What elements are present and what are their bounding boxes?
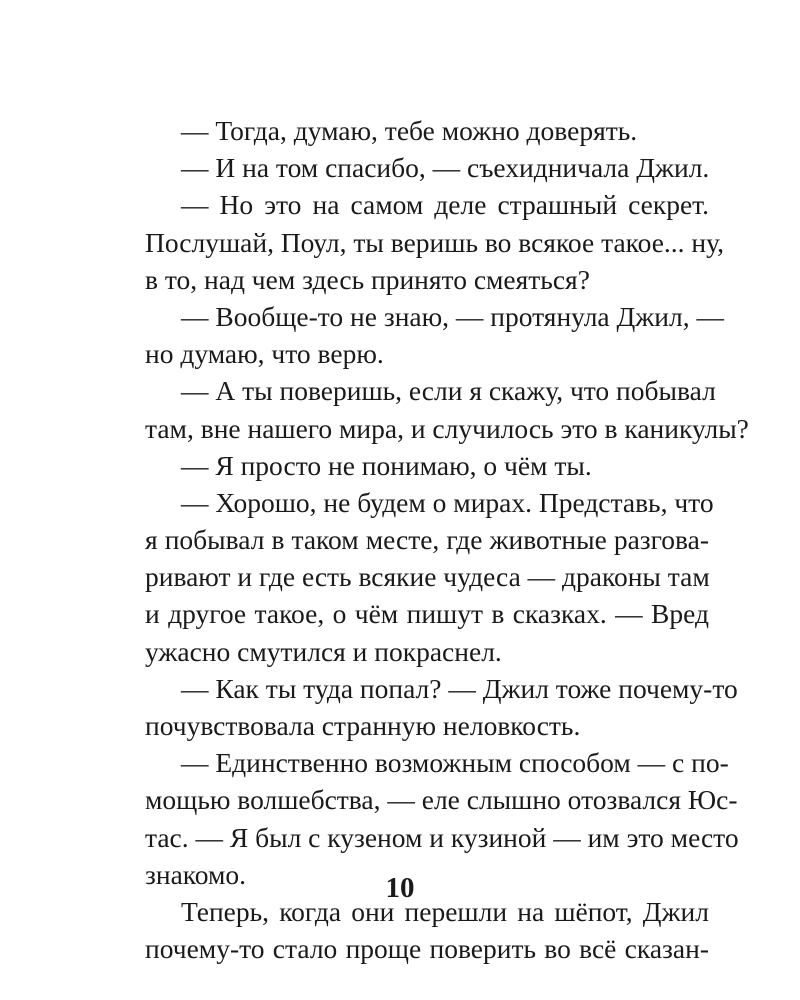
text-line: — И на том спасибо, — съехидничала Джил. [181, 152, 710, 184]
text-line: мощью волшебства, — еле слышно отозвался Юс- [145, 784, 738, 816]
text-line: — Хорошо, не будем о мирах. Представь, что [181, 486, 714, 518]
text-line: ривают и где есть всякие чудеса — драконы там [145, 561, 710, 593]
text-line: Послушай, Поул, ты веришь во всякое такое... ну, [145, 226, 724, 258]
text-line: Теперь, когда они перешли на шёпот, Джил [181, 895, 709, 927]
text-line: там, вне нашего мира, и случилось это в каникулы? [145, 412, 749, 444]
text-line: тас. — Я был с кузеном и кузиной — им это место [145, 821, 739, 853]
text-line: — Как ты туда попал? — Джил тоже почему-то [181, 672, 738, 704]
text-line: я побывал в таком месте, где животные разгова- [145, 524, 709, 556]
text-line: в то, над чем здесь принято смеяться? [145, 263, 590, 295]
text-line: почему-то стало проще поверить во всё сказан- [145, 933, 709, 965]
text-line: ужасно смутился и покраснел. [145, 635, 502, 667]
text-line: почувствовала странную неловкость. [145, 710, 581, 741]
text-line: — Я просто не понимаю, о чём ты. [181, 449, 592, 481]
text-line: — Вообще-то не знаю, — протянула Джил, — [181, 300, 724, 332]
text-line: но думаю, что верю. [145, 338, 384, 370]
page-number: 10 [385, 872, 415, 904]
text-line: — Единственно возможным способом — с по- [181, 747, 729, 779]
text-line: знакомо. [145, 858, 247, 890]
text-line: — Тогда, думаю, тебе можно доверять. [181, 115, 638, 146]
body-text [145, 112, 749, 967]
text-line: и другое такое, о чём пишут в сказках. — Вред [145, 598, 709, 630]
text-line: — А ты поверишь, если я скажу, что побывал [181, 375, 716, 407]
text-line: — Но это на самом деле страшный секрет. [181, 189, 709, 221]
